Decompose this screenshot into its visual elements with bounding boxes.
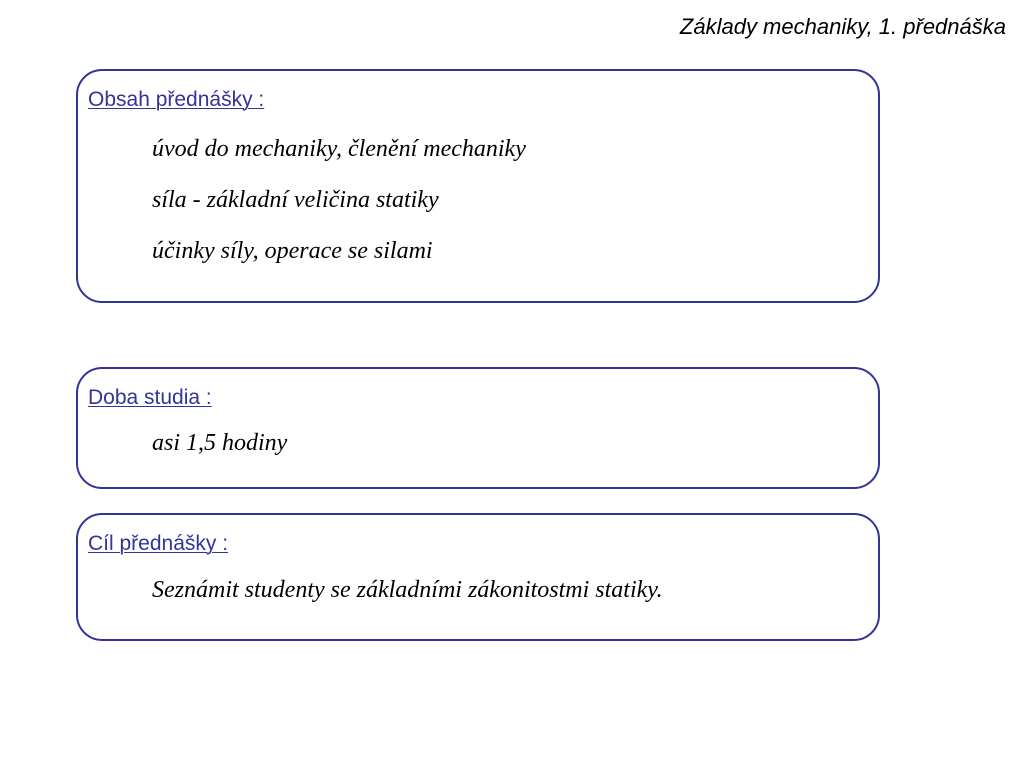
study-duration-heading: Doba studia : [88,386,212,409]
study-duration-value: asi 1,5 hodiny [152,430,288,456]
study-duration-box [76,367,880,489]
page-title: Základy mechaniky, 1. přednáška [679,14,1006,39]
lecture-goal-text: Seznámit studenty se základními zákonitostmi statiky. [152,577,663,603]
lecture-goal-heading: Cíl přednášky : [88,532,229,555]
lecture-goal-box [76,513,880,641]
lecture-contents-box [76,69,880,303]
lecture-contents-heading: Obsah přednášky : [88,88,265,111]
lecture-contents-item: účinky síly, operace se silami [152,238,433,264]
lecture-contents-item: síla - základní veličina statiky [152,187,439,213]
lecture-contents-item: úvod do mechaniky, členění mechaniky [152,136,526,162]
